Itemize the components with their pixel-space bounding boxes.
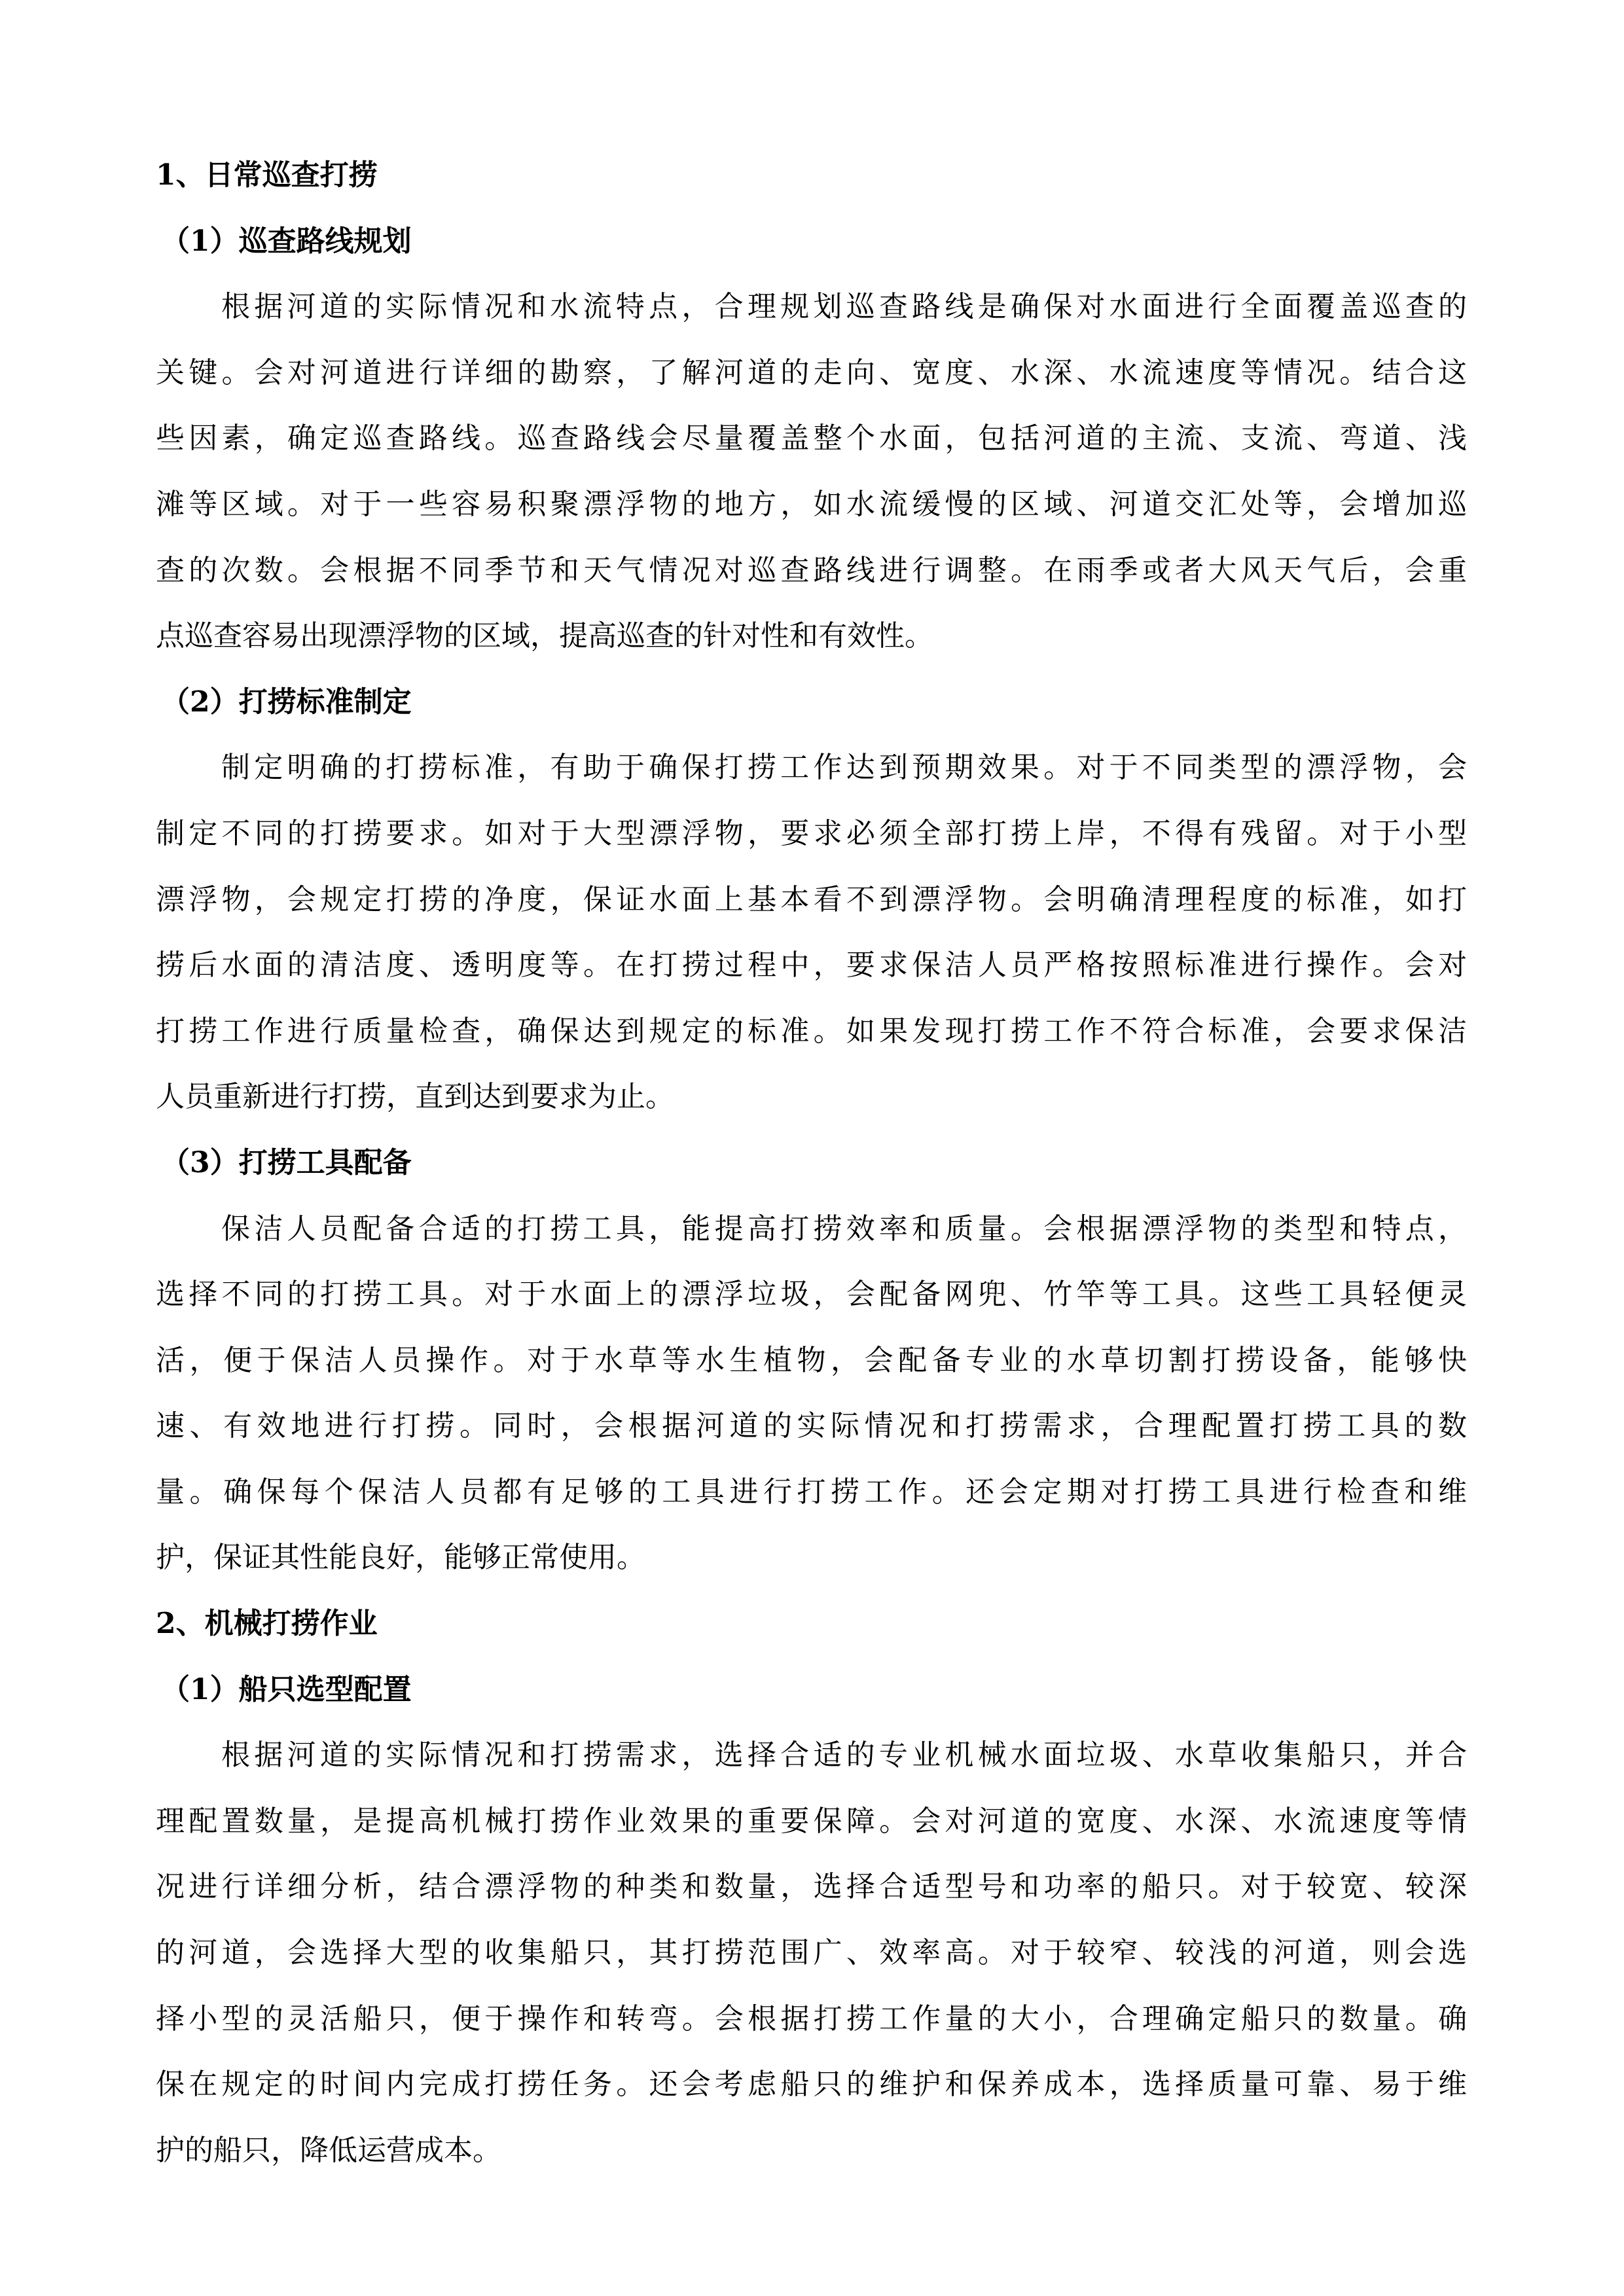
paragraph-line: 捞后水面的清洁度、透明度等。在打捞过程中，要求保洁人员严格按照标准进行操作。会对 <box>156 948 1467 982</box>
paragraph-line: 些因素，确定巡查路线。巡查路线会尽量覆盖整个水面，包括河道的主流、支流、弯道、浅 <box>156 422 1467 456</box>
paragraph <box>156 735 1467 1130</box>
paragraph-line: 根据河道的实际情况和水流特点，合理规划巡查路线是确保对水面进行全面覆盖巡查的 <box>221 290 1467 324</box>
paragraph-line: 择小型的灵活船只，便于操作和转弯。会根据打捞工作量的大小，合理确定船只的数量。确 <box>156 2001 1467 2036</box>
paragraph-line: 量。确保每个保洁人员都有足够的工具进行打捞工作。还会定期对打捞工具进行检查和维 <box>156 1475 1467 1509</box>
section-heading: 1、日常巡查打捞 <box>156 158 378 192</box>
paragraph-line: 滩等区域。对于一些容易积聚漂浮物的地方，如水流缓慢的区域、河道交汇处等，会增加巡 <box>156 487 1467 521</box>
paragraph-line: 查的次数。会根据不同季节和天气情况对巡查路线进行调整。在雨季或者大风天气后，会重 <box>156 553 1467 587</box>
subsection-heading: （2）打捞标准制定 <box>161 685 412 719</box>
paragraph-line: 活，便于保洁人员操作。对于水草等水生植物，会配备专业的水草切割打捞设备，能够快 <box>156 1343 1467 1377</box>
paragraph-line: 关键。会对河道进行详细的勘察，了解河道的走向、宽度、水深、水流速度等情况。结合这 <box>156 355 1467 389</box>
paragraph-line: 的河道，会选择大型的收集船只，其打捞范围广、效率高。对于较窄、较浅的河道，则会选 <box>156 1936 1467 1970</box>
section-heading: 2、机械打捞作业 <box>156 1607 378 1641</box>
paragraph-line: 护的船只，降低运营成本。 <box>156 2133 501 2167</box>
paragraph-line: 保在规定的时间内完成打捞任务。还会考虑船只的维护和保养成本，选择质量可靠、易于维 <box>156 2068 1467 2102</box>
paragraph-line: 理配置数量，是提高机械打捞作业效果的重要保障。会对河道的宽度、水深、水流速度等情 <box>156 1804 1467 1838</box>
subsection-heading: （1）船只选型配置 <box>161 1672 412 1706</box>
paragraph-line: 打捞工作进行质量检查，确保达到规定的标准。如果发现打捞工作不符合标准，会要求保洁 <box>156 1014 1467 1048</box>
paragraph-line: 护，保证其性能良好，能够正常使用。 <box>156 1541 645 1575</box>
paragraph-line: 选择不同的打捞工具。对于水面上的漂浮垃圾，会配备网兜、竹竿等工具。这些工具轻便灵 <box>156 1278 1467 1312</box>
paragraph-line: 制定明确的打捞标准，有助于确保打捞工作达到预期效果。对于不同类型的漂浮物，会 <box>221 751 1467 785</box>
paragraph <box>156 1196 1467 1592</box>
subsection-heading: （1）巡查路线规划 <box>161 224 412 258</box>
document-page <box>156 143 1467 2183</box>
paragraph <box>156 1723 1467 2183</box>
subsection-heading: （3）打捞工具配备 <box>161 1145 412 1179</box>
paragraph-line: 根据河道的实际情况和打捞需求，选择合适的专业机械水面垃圾、水草收集船只，并合 <box>221 1738 1467 1772</box>
paragraph-line: 点巡查容易出现漂浮物的区域，提高巡查的针对性和有效性。 <box>156 619 933 653</box>
paragraph-line: 制定不同的打捞要求。如对于大型漂浮物，要求必须全部打捞上岸，不得有残留。对于小型 <box>156 816 1467 850</box>
paragraph <box>156 274 1467 670</box>
paragraph-line: 保洁人员配备合适的打捞工具，能提高打捞效率和质量。会根据漂浮物的类型和特点， <box>221 1211 1467 1246</box>
paragraph-line: 漂浮物，会规定打捞的净度，保证水面上基本看不到漂浮物。会明确清理程度的标准，如打 <box>156 882 1467 916</box>
paragraph-line: 速、有效地进行打捞。同时，会根据河道的实际情况和打捞需求，合理配置打捞工具的数 <box>156 1409 1467 1443</box>
paragraph-line: 人员重新进行打捞，直到达到要求为止。 <box>156 1080 674 1114</box>
paragraph-line: 况进行详细分析，结合漂浮物的种类和数量，选择合适型号和功率的船只。对于较宽、较深 <box>156 1870 1467 1904</box>
